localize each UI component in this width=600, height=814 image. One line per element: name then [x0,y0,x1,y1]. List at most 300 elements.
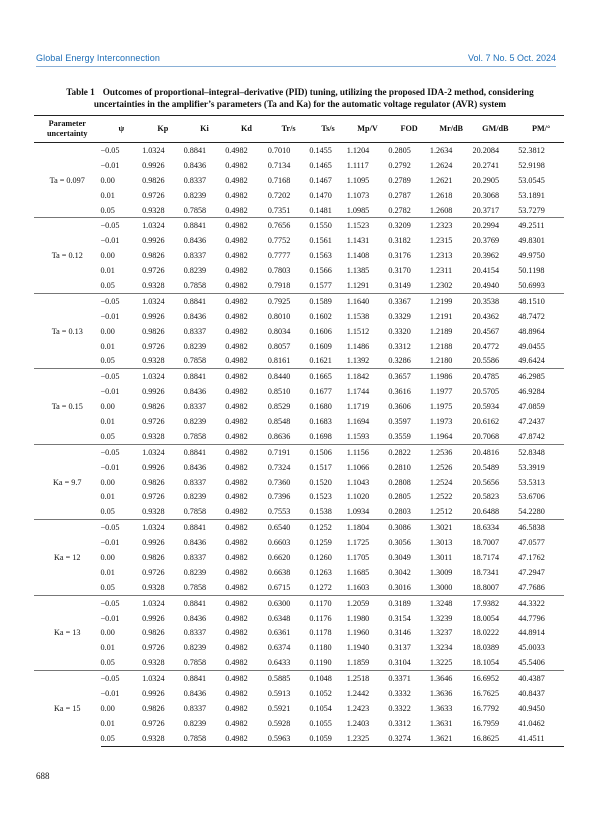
table-cell: 0.4982 [225,582,248,592]
table-cell: 0.8337 [183,175,207,185]
table-cell: 0.4982 [225,595,268,610]
column-header: Ki [184,116,226,143]
table-cell: 0.3176 [388,251,411,261]
table-cell: 0.2805 [388,143,430,158]
table-cell: 0.2803 [388,507,411,517]
table-cell: 0.1677 [309,387,332,397]
table-cell: 0.6620 [267,552,291,562]
table-cell: 0.01 [100,492,115,502]
table-cell: 0.4982 [225,507,248,517]
table-cell: 0.4982 [225,416,248,426]
table-cell: 20.5823 [472,492,500,502]
table-cell: −0.01 [100,689,120,698]
table-row [34,233,564,248]
table-cell: 1.1431 [346,236,370,246]
table-row [34,429,564,444]
table-cell: 0.9826 [142,175,165,185]
table-cell: 20.5934 [472,402,500,412]
table-cell: 1.0934 [346,507,370,517]
table-row [34,520,564,535]
table-cell: 0.1178 [309,628,332,638]
table-cell: −0.01 [100,462,120,472]
table-cell: 1.2624 [429,160,453,170]
table-cell: 0.4982 [225,520,268,535]
table-cell: 0.3104 [388,658,411,668]
table-cell: 0.9826 [142,628,165,638]
table-cell: 0.4982 [225,477,248,487]
table-row [34,324,564,339]
table-cell: 0.9726 [142,643,165,653]
table-cell: 0.3606 [388,402,411,412]
table-cell: 50.1198 [518,266,545,276]
table-row [34,339,564,354]
table-cell: 0.3286 [388,356,411,366]
table-cell: 0.8239 [183,718,207,728]
table-cell: 0.7925 [268,293,310,308]
table-cell: 1.2302 [429,280,453,290]
table-cell: 1.2524 [429,477,453,487]
table-cell: 46.5838 [518,520,564,535]
table-cell: 0.1680 [309,402,332,412]
table-cell: 1.0324 [142,444,184,459]
page-header [0,0,600,70]
table-cell: 1.1385 [346,266,370,276]
table-cell: 49.8301 [518,236,545,246]
table-cell: 0.1665 [309,369,346,384]
table-cell: 0.4982 [225,326,248,336]
table-cell: 0.3322 [388,703,411,713]
table-cell: 1.2423 [346,703,370,713]
table-cell: 20.4785 [472,369,518,384]
table-cell: 0.1481 [309,205,332,215]
table-cell: 0.4982 [225,311,248,321]
table-cell: 1.1705 [346,552,370,562]
table-cell: 20.6162 [472,416,500,426]
table-cell: 0.8436 [183,462,207,472]
column-header: Kp [142,116,184,143]
table-header-row [34,116,564,143]
table-cell: 0.2782 [388,205,411,215]
table-cell: 0.1520 [309,477,332,487]
table-cell: 0.7324 [267,462,291,472]
table-cell: 52.8348 [518,444,564,459]
table-cell: 1.1744 [346,387,370,397]
table-cell: 0.7168 [267,175,291,185]
table-cell: 45.0033 [518,643,545,653]
table-cell: 0.6715 [267,582,291,592]
table-cell: 0.4982 [225,143,268,158]
table-cell: 0.3016 [388,582,411,592]
table-cell: 1.3000 [429,582,453,592]
table-row [34,460,564,475]
table-cell: 0.9328 [142,507,165,517]
table-cell: 17.9382 [472,595,518,610]
table-row [34,535,564,550]
table-cell: 0.1465 [309,160,332,170]
table-cell: 53.7279 [518,205,545,215]
table-cell: 0.9926 [142,311,165,321]
table-cell: 0.9726 [142,567,165,577]
table-cell: 0.05 [100,280,115,290]
table-row [34,565,564,580]
table-cell: 1.2191 [429,311,453,321]
table-cell: 0.8057 [267,341,291,351]
table-cell: 20.4772 [472,341,500,351]
table-cell: −0.01 [100,236,120,246]
table-cell: 0.4982 [225,628,248,638]
table-cell: 1.2618 [429,190,453,200]
table-cell: 0.8841 [184,369,226,384]
table-row [34,671,564,686]
table-cell: 0.8161 [267,356,291,366]
table-cell: 1.1986 [430,369,473,384]
table-row [34,475,564,490]
table-cell: 0.4982 [225,613,248,623]
table-cell: 0.4982 [225,492,248,502]
table-cell: 0.1467 [309,175,332,185]
table-cell: 0.05 [100,507,115,517]
table-cell: 1.1640 [347,293,389,308]
table-cell: 0.9726 [142,341,165,351]
table-cell: 20.2741 [472,160,500,170]
table-cell: 1.2325 [347,731,389,746]
table-cell: 0.9328 [142,205,165,215]
table-cell: 0.4982 [225,567,248,577]
table-cell: 0.9926 [142,689,165,698]
table-row [34,686,564,701]
table-cell: 0.9826 [142,552,165,562]
table-cell: −0.05 [101,143,143,158]
table-cell: 0.9826 [142,326,165,336]
table-cell: 0.3049 [388,552,411,562]
table-cell: 40.8437 [518,689,545,698]
results-table [34,115,564,747]
table-cell: 0.2822 [388,444,430,459]
table-cell: 0.6638 [267,567,291,577]
table-cell: 0.1170 [309,595,346,610]
header-rule [36,66,556,67]
table-cell: 53.0545 [518,175,545,185]
table-cell: 0.05 [100,205,115,215]
table-cell: 0.4982 [225,356,248,366]
table-cell: 49.0455 [518,341,545,351]
table-cell: 18.8007 [472,582,500,592]
table-cell: −0.05 [101,293,143,308]
table-cell: 0.4982 [225,462,248,472]
table-row [34,655,564,670]
table-cell: 52.3812 [518,143,564,158]
table-cell: 0.8337 [183,251,207,261]
table-cell: 0.7858 [183,356,207,366]
table-cell: 0.8436 [183,160,207,170]
table-cell: 0.9328 [142,582,165,592]
table-cell: 0.05 [101,731,143,746]
table-cell: 0.4982 [225,689,248,698]
table-row [34,293,564,308]
table-cell: 49.2511 [518,218,564,233]
table-cell: 0.4982 [225,552,248,562]
table-row [34,731,564,746]
table-cell: 0.4982 [225,671,268,686]
table-cell: 20.5489 [472,462,500,472]
table-cell: 0.6348 [267,613,291,623]
table-cell: 0.1048 [309,671,346,686]
table-cell: 0.01 [100,718,115,728]
table-cell: −0.05 [101,671,143,686]
table-cell: 20.3068 [472,190,500,200]
table-cell: 1.3248 [430,595,473,610]
table-row [34,580,564,595]
table-cell: 0.4982 [225,658,248,668]
table-cell: 1.0324 [142,293,184,308]
table-cell: 1.2313 [429,251,453,261]
table-cell: 0.4982 [225,369,268,384]
table-cell: 0.6603 [267,538,291,548]
table-cell: 1.3011 [429,552,453,562]
table-cell: 46.9284 [518,387,545,397]
table-cell: 0.1523 [309,492,332,502]
table-cell: 0.9328 [142,280,165,290]
table-cell: 1.1392 [346,356,370,366]
table-cell: 44.3322 [518,595,564,610]
table-cell: 0.8010 [267,311,291,321]
table-cell: 0.2810 [388,462,411,472]
table-cell: 20.5586 [472,356,500,366]
column-header: FOD [388,116,430,143]
table-cell: 0.8841 [184,218,226,233]
table-cell: 0.5928 [267,718,291,728]
table-cell: 1.1523 [347,218,389,233]
table-cell: −0.01 [100,160,120,170]
table-cell: 0.9926 [142,387,165,397]
table-cell: 0.4982 [225,205,248,215]
table-cell: 1.1975 [429,402,453,412]
table-row [34,369,564,384]
table-cell: 0.3182 [388,236,411,246]
table-cell: 0.1538 [309,507,332,517]
table-cell: 0.9328 [142,431,165,441]
table-cell: 0.8510 [267,387,291,397]
table-cell: 0.3189 [388,595,430,610]
table-cell: 0.1606 [309,326,332,336]
table-cell: 1.1020 [346,492,370,502]
table-cell: 16.8625 [472,731,518,746]
table-cell: 0.7553 [267,507,291,517]
table-cell: 0.7858 [183,280,207,290]
table-cell: 1.1694 [346,416,370,426]
table-cell: 0.05 [100,658,115,668]
table-cell: 1.1719 [346,402,370,412]
table-cell: 0.1602 [309,311,332,321]
table-row [34,701,564,716]
table-cell: 1.2522 [429,492,453,502]
table-row [34,353,564,368]
table-row [34,414,564,429]
table-cell: 0.7360 [267,477,291,487]
table-cell: 0.8436 [183,538,207,548]
table-cell: 0.8841 [184,520,226,535]
table-cell: 48.8964 [518,326,545,336]
table-cell: 0.3320 [388,326,411,336]
table-cell: 0.8841 [184,293,226,308]
table-caption [62,86,538,110]
table-cell: 0.8436 [183,613,207,623]
table-cell: 0.4982 [225,341,248,351]
table-cell: 0.8548 [267,416,291,426]
table-cell: 50.6993 [518,280,545,290]
table-cell: 47.7686 [518,582,545,592]
table-row [34,218,564,233]
table-row [34,504,564,519]
table-cell: 1.3013 [429,538,453,548]
column-header: PM/° [518,116,564,143]
table-cell: 0.01 [100,341,115,351]
table-cell: 0.5921 [267,703,291,713]
table-cell: 0.2792 [388,160,411,170]
table-cell: 0.9926 [142,538,165,548]
table-cell: 20.2084 [472,143,518,158]
table-cell: 0.3137 [388,643,411,653]
table-cell: 1.2189 [429,326,453,336]
table-cell: 0.1566 [309,266,332,276]
table-cell: 1.1073 [346,190,370,200]
table-cell: 0.7858 [183,582,207,592]
table-cell: 1.2180 [429,356,453,366]
table-cell: −0.05 [101,218,143,233]
table-cell: 1.3633 [429,703,453,713]
table-cell: 0.9826 [142,703,165,713]
table-cell: 16.7625 [472,689,500,698]
table-cell: 1.2634 [430,143,473,158]
table-cell: 0.3312 [388,718,411,728]
table-cell: 0.1252 [309,520,346,535]
table-cell: −0.01 [100,387,120,397]
table-cell: 1.3631 [429,718,453,728]
table-cell: 0.8841 [184,143,226,158]
table-row [34,173,564,188]
table-cell: 0.8436 [183,387,207,397]
table-cell: 0.1260 [309,552,332,562]
table-cell: 1.2526 [429,462,453,472]
table-cell: 0.6361 [267,628,291,638]
table-cell: 0.4982 [225,718,248,728]
volume-info: Vol. 7 No. 5 Oct. 2024 [467,53,556,63]
table-cell: 0.7858 [183,507,207,517]
parameter-uncertainty-cell: Ta = 0.097 [34,143,101,218]
table-cell: 18.6334 [472,520,518,535]
table-cell: 18.0054 [472,613,500,623]
table-row [34,716,564,731]
column-header: Mp/V [347,116,389,143]
table-row [34,248,564,263]
table-row [34,263,564,278]
table-cell: 0.01 [100,567,115,577]
table-cell: 0.1052 [309,689,332,698]
table-cell: 1.2059 [347,595,389,610]
table-cell: 0.1176 [309,613,332,623]
table-cell: 0.1455 [309,143,346,158]
table-cell: 1.1408 [346,251,370,261]
table-body [34,143,564,747]
table-cell: 1.3234 [429,643,453,653]
table-cell: 16.7792 [472,703,500,713]
table-cell: 1.1940 [346,643,370,653]
table-cell: 1.1973 [429,416,453,426]
table-cell: 1.0324 [142,595,184,610]
table-cell: 53.5313 [518,477,545,487]
table-cell: 0.6433 [267,658,291,668]
table-cell: 54.2280 [518,507,545,517]
table-cell: 0.5913 [267,689,291,698]
table-cell: 1.1117 [346,160,369,170]
table-cell: 1.1156 [347,444,389,459]
table-row [34,203,564,218]
table-cell: 1.0324 [142,520,184,535]
table-cell: 0.9726 [142,492,165,502]
table-cell: 1.1725 [346,538,370,548]
table-row [34,611,564,626]
table-cell: 0.9328 [142,356,165,366]
table-cell: 0.1259 [309,538,332,548]
table-cell: 0.3367 [388,293,430,308]
table-cell: 20.6488 [472,507,500,517]
table-cell: 0.8841 [184,444,226,459]
table-cell: 45.5406 [518,658,545,668]
parameter-uncertainty-cell: Ka = 13 [34,595,101,670]
table-cell: 0.6374 [267,643,291,653]
table-cell: −0.01 [100,311,120,321]
table-cell: 0.7752 [267,236,291,246]
table-cell: 0.3086 [388,520,430,535]
table-cell: 0.4982 [225,175,248,185]
table-cell: 1.1538 [346,311,370,321]
table-cell: 0.9926 [142,160,165,170]
table-cell: 20.3538 [472,293,518,308]
table-cell: 0.4982 [225,236,248,246]
table-cell: 1.2442 [346,689,370,698]
parameter-uncertainty-cell: Ta = 0.12 [34,218,101,293]
table-cell: 20.4154 [472,266,500,276]
table-cell: 0.9726 [142,190,165,200]
table-cell: 0.1506 [309,444,346,459]
table-cell: 0.01 [100,190,115,200]
column-header: Kd [225,116,268,143]
table-cell: 1.0985 [346,205,370,215]
table-cell: 0.1190 [309,658,332,668]
table-cell: 48.1510 [518,293,564,308]
table-cell: 20.3717 [472,205,500,215]
table-cell: 0.7918 [267,280,291,290]
table-cell: 0.1577 [309,280,332,290]
table-cell: 0.4982 [225,280,248,290]
column-header: Mr/dB [430,116,473,143]
table-cell: 0.3154 [388,613,411,623]
table-cell: 20.5705 [472,387,500,397]
table-cell: 0.8239 [183,492,207,502]
table-cell: 53.6706 [518,492,545,502]
table-cell: 18.0222 [472,628,500,638]
table-caption-text: Outcomes of proportional–integral–derivative (PID) tuning, utilizing the proposed IDA-2 method, considering uncertainties in the amplifier’s parameters (Ta and Ka) for the automatic voltage regulator (AVR) system [93,87,534,109]
table-row [34,444,564,459]
table-cell: 40.4387 [518,671,564,686]
table-cell: 0.00 [100,628,115,638]
table-cell: 47.8742 [518,431,545,441]
table-cell: 18.7007 [472,538,500,548]
table-label: Table 1 [66,87,95,97]
table-cell: 0.8239 [183,643,207,653]
table-cell: 0.1550 [309,218,346,233]
table-row [34,550,564,565]
